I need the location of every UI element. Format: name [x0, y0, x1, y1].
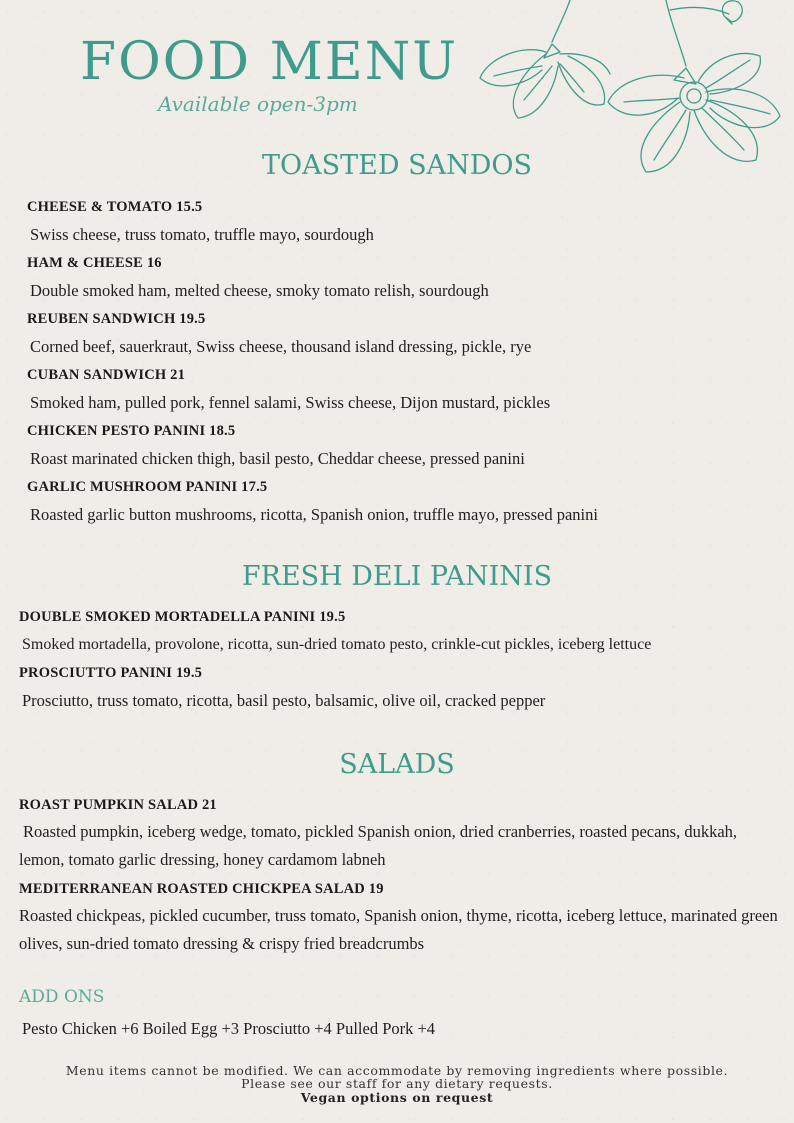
menu-item-description: Roast marinated chicken thigh, basil pesto, Cheddar cheese, pressed panini: [30, 449, 525, 468]
addons-title: ADD ONS: [19, 987, 105, 1007]
menu-item-name: PROSCIUTTO PANINI 19.5: [19, 665, 203, 681]
menu-item-name: CHICKEN PESTO PANINI 18.5: [27, 423, 236, 439]
section-title-toasted-sandos: TOASTED SANDOS: [262, 150, 532, 181]
menu-item-description: Corned beef, sauerkraut, Swiss cheese, thousand island dressing, pickle, rye: [30, 337, 532, 356]
menu-item-name: DOUBLE SMOKED MORTADELLA PANINI 19.5: [19, 609, 346, 625]
menu-item-name: ROAST PUMPKIN SALAD 21: [19, 797, 217, 813]
section-title-salads: SALADS: [339, 749, 455, 780]
menu-subtitle: Available open-3pm: [158, 92, 358, 116]
menu-item-name: GARLIC MUSHROOM PANINI 17.5: [27, 479, 268, 495]
menu-item-description: Roasted garlic button mushrooms, ricotta, Spanish onion, truffle mayo, pressed panini: [30, 505, 598, 524]
menu-item-description: Roasted pumpkin, iceberg wedge, tomato, pickled Spanish onion, dried cranberries, roasted pecans, dukkah, lemon, tomato garlic dressing, honey cardamom labneh: [19, 822, 738, 869]
menu-item-description: Smoked ham, pulled pork, fennel salami, Swiss cheese, Dijon mustard, pickles: [30, 393, 551, 412]
menu-item-description: Roasted chickpeas, pickled cucumber, truss tomato, Spanish onion, thyme, ricotta, iceberg lettuce, marinated green olives, sun-dried tomato dressing & crispy fried breadcrumbs: [19, 906, 778, 953]
menu-item-name: CUBAN SANDWICH 21: [27, 367, 186, 383]
menu-item-description: Smoked mortadella, provolone, ricotta, sun-dried tomato pesto, crinkle-cut pickles, iceberg lettuce: [22, 636, 652, 653]
section-title-fresh-deli-paninis: FRESH DELI PANINIS: [241, 561, 553, 592]
menu-item-name: HAM & CHEESE 16: [27, 255, 162, 271]
menu-item-name: MEDITERRANEAN ROASTED CHICKPEA SALAD 19: [19, 881, 384, 897]
menu-item-description: Swiss cheese, truss tomato, truffle mayo, sourdough: [30, 225, 374, 244]
footer-vegan-note: Vegan options on request: [300, 1090, 494, 1105]
menu-item-name: CHEESE & TOMATO 15.5: [27, 199, 203, 215]
flower-illustration-icon: [474, 0, 794, 175]
addons-list: Pesto Chicken +6 Boiled Egg +3 Prosciutto +4 Pulled Pork +4: [22, 1019, 436, 1038]
menu-item-name: REUBEN SANDWICH 19.5: [27, 311, 206, 327]
menu-title: FOOD MENU: [80, 32, 459, 92]
footer-note: Please see our staff for any dietary requests.: [241, 1076, 553, 1091]
footer-note: Menu items cannot be modified. We can accommodate by removing ingredients where possible.: [65, 1063, 729, 1078]
menu-item-description: Double smoked ham, melted cheese, smoky tomato relish, sourdough: [30, 281, 489, 300]
menu-item-description: Prosciutto, truss tomato, ricotta, basil pesto, balsamic, olive oil, cracked pepper: [22, 691, 546, 710]
